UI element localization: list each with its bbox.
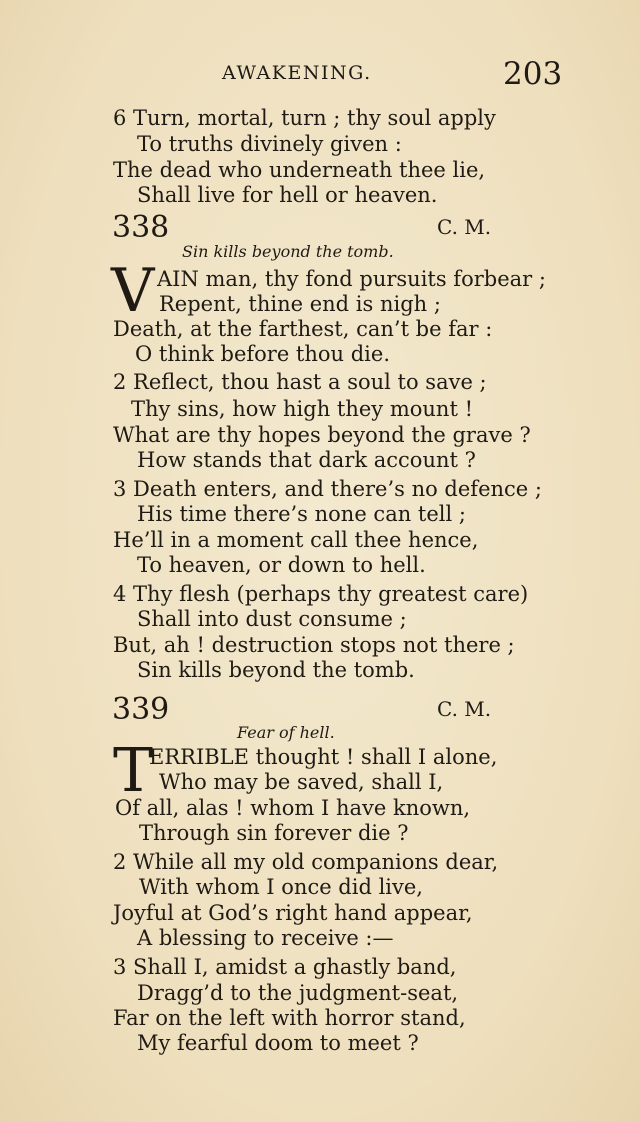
verse-line: 6 Turn, mortal, turn ; thy soul apply — [113, 106, 496, 130]
verse-line: With whom I once did live, — [139, 875, 423, 899]
verse-line: Shall live for hell or heaven. — [137, 183, 438, 207]
verse-line: Death, at the farthest, can’t be far : — [113, 317, 493, 341]
hymn-subtitle: Sin kills beyond the tomb. — [182, 242, 394, 261]
hymn-meter: C. M. — [437, 697, 492, 721]
verse-line: Shall into dust consume ; — [137, 607, 407, 631]
drop-cap: V — [111, 256, 155, 326]
verse-line: Repent, thine end is nigh ; — [159, 292, 441, 316]
hymn-number: 339 — [112, 692, 170, 727]
verse-line: What are thy hopes beyond the grave ? — [113, 423, 531, 447]
verse-line: 4 Thy flesh (perhaps thy greatest care) — [113, 582, 529, 606]
hymn-number: 338 — [112, 210, 170, 245]
verse-line: To heaven, or down to hell. — [137, 553, 426, 577]
hymn-meter: C. M. — [437, 215, 492, 239]
verse-line: But, ah ! destruction stops not there ; — [113, 633, 515, 657]
verse-line: 2 Reflect, thou hast a soul to save ; — [113, 370, 487, 394]
verse-line: 2 While all my old companions dear, — [113, 850, 499, 874]
verse-line: Through sin forever die ? — [139, 821, 409, 845]
verse-line: Who may be saved, shall I, — [159, 770, 444, 794]
verse-line: AIN man, thy fond pursuits forbear ; — [157, 267, 546, 291]
verse-line: Far on the left with horror stand, — [113, 1006, 466, 1030]
verse-line: My fearful doom to meet ? — [137, 1031, 419, 1055]
verse-line: To truths divinely given : — [137, 132, 402, 156]
verse-line: 3 Death enters, and there’s no defence ; — [113, 477, 542, 501]
verse-line: 3 Shall I, amidst a ghastly band, — [113, 955, 457, 979]
verse-line: His time there’s none can tell ; — [137, 502, 466, 526]
verse-line: O think before thou die. — [135, 342, 390, 366]
verse-line: Sin kills beyond the tomb. — [137, 658, 415, 682]
drop-cap: T — [113, 736, 154, 806]
verse-line: The dead who underneath thee lie, — [113, 158, 486, 182]
verse-line: How stands that dark account ? — [137, 448, 476, 472]
verse-line: A blessing to receive :— — [137, 926, 394, 950]
verse-line: ERRIBLE thought ! shall I alone, — [149, 745, 498, 769]
page-number: 203 — [503, 56, 563, 92]
verse-line: Thy sins, how high they mount ! — [131, 397, 474, 421]
verse-line: Of all, alas ! whom I have known, — [115, 796, 471, 820]
running-header: AWAKENING. — [222, 62, 372, 84]
hymn-subtitle: Fear of hell. — [237, 723, 335, 742]
verse-line: Dragg’d to the judgment-seat, — [137, 981, 459, 1005]
verse-line: He’ll in a moment call thee hence, — [113, 528, 479, 552]
verse-line: Joyful at God’s right hand appear, — [113, 901, 473, 925]
